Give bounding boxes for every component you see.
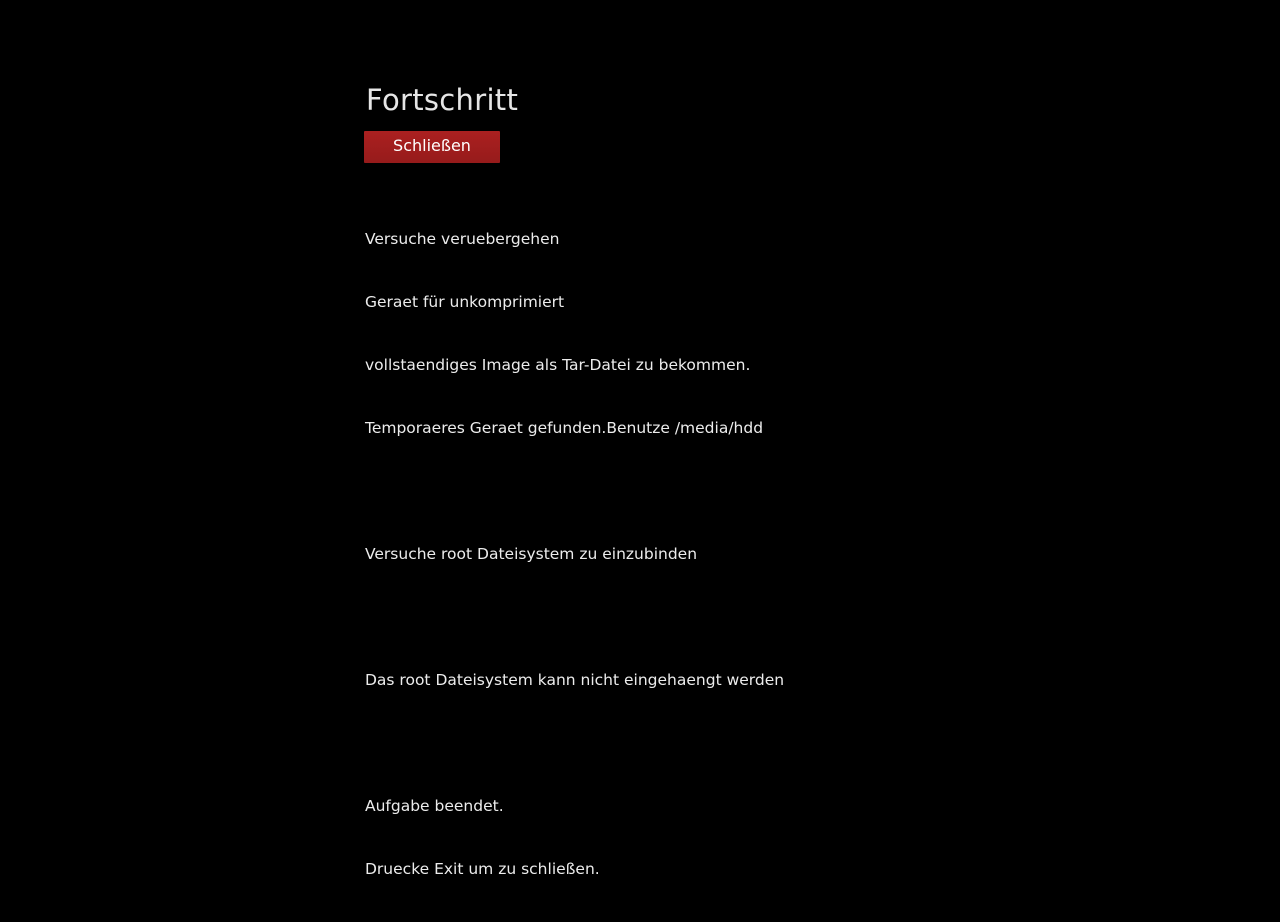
log-line-spacer [365, 733, 920, 754]
log-line: vollstaendiges Image als Tar-Datei zu bekommen. [365, 356, 751, 375]
log-line: Temporaeres Geraet gefunden.Benutze /media/hdd [365, 419, 764, 438]
log-line: Aufgabe beendet. [365, 797, 504, 816]
log-line: Geraet für unkomprimiert [365, 293, 565, 312]
close-button[interactable]: Schließen [364, 131, 500, 163]
progress-log [365, 187, 920, 922]
log-line-spacer [365, 481, 920, 502]
log-line-spacer [365, 607, 920, 628]
log-line: Das root Dateisystem kann nicht eingehaengt werden [365, 671, 785, 690]
page-title: Fortschritt [366, 83, 519, 117]
progress-dialog [360, 84, 920, 922]
log-line: Druecke Exit um zu schließen. [365, 860, 600, 879]
log-line: Versuche root Dateisystem zu einzubinden [365, 545, 698, 564]
log-line: Versuche veruebergehen [365, 230, 560, 249]
